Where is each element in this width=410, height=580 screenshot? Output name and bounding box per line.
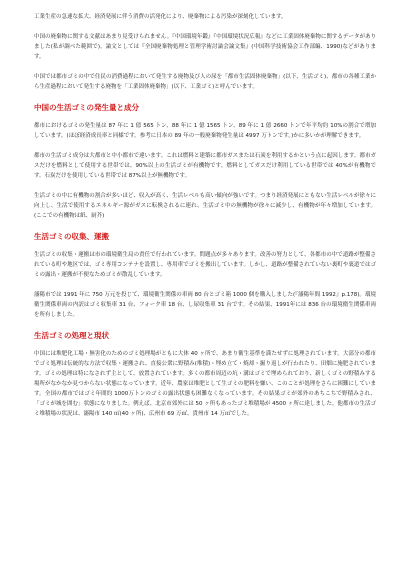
section-heading-collection: 生活ゴミの収集、運搬	[34, 232, 109, 241]
shenyang-paragraph: 瀋陽市では 1991 年に 750 万元を投じて、環境衛生関係の車両 80 台とゴミ箱 1000 個を購入しました(『瀋陽年間 1992』p.178)。環境衛生関係車両の内訳はゴミ収集車 31 台、フォーク車 18 台、し尿収集車 31 台です。その結果、1991年には 836 台の環境衛生関係車両を所有しました。	[34, 292, 376, 318]
section-heading-generation: 中国の生活ゴミの発生量と成分	[34, 103, 139, 112]
treatment-paragraph: 中国には堆肥化工場・無害化のためのゴミ処理場がともに大体 40 ヶ所で、あまり衛生基準を満たせずに処理されています。大部分の都市でゴミ処理は伝統的な方法で収集・運搬され、直接公衆に野積み(堆積)・埋め立て・焼却・掘り返しが行われたり、田畑に施肥されています。ゴミの処理は特になされず主として、放置されています。多くの都市周辺の坑・溝はゴミで埋められており、新しくゴミの野積みする場所がなかなか見つからない状態になっています。近年、農家は堆肥として生ゴミの肥料を嫌い、このことが処理をさらに困難にしています。全国の都市ではゴミ年間約 1000万トンのゴミの露出状態も困難なくなっています。その結果ゴミが郊外のあちこちで野積みされ、「ゴミが城を囲む」状態になりました。例えば、北京市郊外には 50 ヶ所もあったゴミ堆積場が 4500 ヶ所に達しました。他都市の生活ゴミ堆積場の状況は、瀋陽市 140 ㎡(40 ヶ所)、広州市 69 万㎡、貴州市 14 万㎡でした。	[34, 351, 376, 417]
definition-paragraph: 中国では都市ゴミの中で住民の消費過程において発生する廃物及び人の尿を「都市生活固体廃棄物」(以下、生活ゴミ)、都市の各種工業から生産過程において発生する廃物を「工業固体廃棄物」(以下、工業ゴミ)と呼んでいます。	[34, 74, 376, 90]
literature-paragraph: 中国の廃棄物に関する文献はあまり見受けられません。『中国環境年鑑』『中国環境状況広報』などに工業固体廃棄物に関するデータがありました(私が調べた範囲で)。論文としては『全国廃棄物処理と管理学術討論会論文集』(中国科学技術協会工作部編、1990)などがあります。	[34, 34, 376, 60]
organic-trend-paragraph: 生活ゴミの中に有機物の割合が多いほど、収入が高く、生活レベルも高い傾向が強いです。つまり経済発展にともない生活レベルが徐々に向上し、生活で使用するエネルギー源がガスに転換されるに連れ、生活ゴミ中の無機物が徐々に減少し、有機物が年々増加しています。(ここでの有機物は紙、厨芥)	[34, 193, 376, 219]
generation-paragraph: 都市におけるゴミの発生量は 87 年に 1 億 565 トン、88 年に 1 億 1565 トン、89 年に 1 億 2660 トンで年平均約 10%の割合で増加しています。(ほぼ経済成長率と同様です。参考に日本の 89 年の一般廃棄物発生量は 4997 万トンです。)かに多いかが理解できます。	[34, 123, 376, 139]
intro-paragraph: 工業生産の急速な拡大、経済発展に伴う消費の活発化により、廃棄物による汚染が深刻化しています。	[34, 14, 287, 20]
section-heading-treatment: 生活ゴミの処理と現状	[34, 331, 109, 340]
composition-paragraph: 都市の生活ゴミ成分は大都市と中小都市で違います。これは燃料と建築に都市ガスまたは石炭を利用するかという点に起因します。都市ガスだけを燃料として使用する世帯では、90%以上の生活ゴミが有機物です。燃料としてガスだけ利用している世帯では 40%が有機物です。石炭だけを使用している世帯では 87%以上が無機物です。	[34, 153, 376, 179]
collection-paragraph: 生活ゴミの収集・運搬は市の環境衛生局の責任で行われています。問題点が多々あります。改善の努力として、各都市の中で道路が整備されている町や地区では、ゴミ専用コンテナを設置し、専用車でゴミを搬出しています。しかし、道路が整備されていない裏町や裏道ではゴミの露出・運搬が不便なためゴミが散乱しています。	[34, 252, 376, 278]
